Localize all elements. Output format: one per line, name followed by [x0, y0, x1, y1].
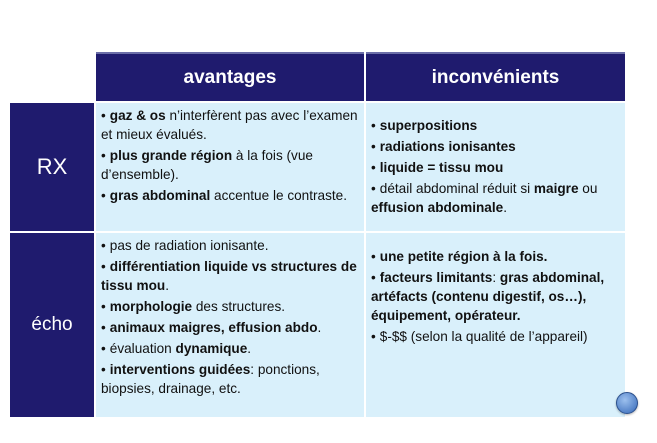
- text: .: [317, 320, 322, 335]
- bold-text: morphologie: [109, 299, 193, 314]
- bullet-item: [371, 158, 619, 177]
- header-advantages: avantages: [96, 52, 364, 101]
- bold-text: animaux maigres, effusion abdo: [109, 320, 318, 335]
- bold-text: gras abdominal, artéfacts (contenu digestif, os…), équipement, opérateur.: [371, 270, 605, 323]
- bold-text: dynamique: [175, 341, 248, 356]
- bullet-item: [101, 297, 358, 316]
- bullet-item: [101, 186, 358, 205]
- text: ou: [578, 181, 598, 196]
- text: détail abdominal réduit si: [379, 181, 534, 196]
- text: .: [247, 341, 252, 356]
- next-slide-icon[interactable]: [616, 392, 638, 414]
- text: n’interfèrent pas avec l’examen et mieux évalués.: [101, 108, 358, 142]
- echo-advantages-cell: [96, 233, 364, 417]
- text: : ponctions, biopsies, drainage, etc.: [101, 362, 320, 396]
- text: pas de radiation ionisante.: [109, 238, 269, 253]
- rx-advantages-cell: [96, 103, 364, 231]
- bullet-item: [371, 116, 619, 135]
- text: .: [165, 278, 169, 293]
- comparison-table: [10, 52, 625, 417]
- text: évaluation: [109, 341, 176, 356]
- bold-text: maigre: [533, 181, 579, 196]
- bullet-item: [371, 247, 619, 266]
- row-label-rx: RX: [10, 103, 94, 231]
- bullet-item: [101, 360, 358, 398]
- bold-text: effusion abdominale: [371, 200, 504, 215]
- text: à la fois (vue d’ensemble).: [101, 148, 313, 182]
- bold-text: radiations ionisantes: [379, 139, 516, 154]
- echo-disadvantages-list: [371, 247, 619, 346]
- echo-advantages-list: [101, 236, 358, 398]
- rx-disadvantages-cell: [366, 103, 625, 231]
- bold-text: plus grande région: [109, 148, 233, 163]
- row-label-echo: écho: [10, 233, 94, 417]
- bullet-item: [371, 179, 619, 217]
- bullet-item: [101, 318, 358, 337]
- text: des structures.: [192, 299, 286, 314]
- bold-text: liquide = tissu mou: [379, 160, 504, 175]
- bullet-item: [101, 106, 358, 144]
- bullet-item: [371, 268, 619, 325]
- bold-text: gras abdominal: [109, 188, 211, 203]
- table-corner: [10, 52, 94, 101]
- bold-text: superpositions: [379, 118, 478, 133]
- rx-disadvantages-list: [371, 116, 619, 219]
- bold-text: facteurs limitants: [379, 270, 493, 285]
- bold-text: différentiation liquide vs structures de tissu mou: [101, 259, 357, 293]
- bold-text: une petite région à la fois.: [379, 249, 548, 264]
- bullet-item: [371, 327, 619, 346]
- bullet-item: [101, 236, 358, 255]
- rx-advantages-list: [101, 106, 358, 205]
- bullet-item: [371, 137, 619, 156]
- text: accentue le contraste.: [210, 188, 348, 203]
- echo-disadvantages-cell: [366, 233, 625, 417]
- bullet-item: [101, 146, 358, 184]
- bullet-item: [101, 339, 358, 358]
- text: .: [503, 200, 507, 215]
- text: :: [492, 270, 500, 285]
- text: $-$$ (selon la qualité de l’appareil): [379, 329, 588, 344]
- bold-text: interventions guidées: [109, 362, 251, 377]
- bold-text: gaz & os: [109, 108, 166, 123]
- bullet-item: [101, 257, 358, 295]
- header-disadvantages: inconvénients: [366, 52, 625, 101]
